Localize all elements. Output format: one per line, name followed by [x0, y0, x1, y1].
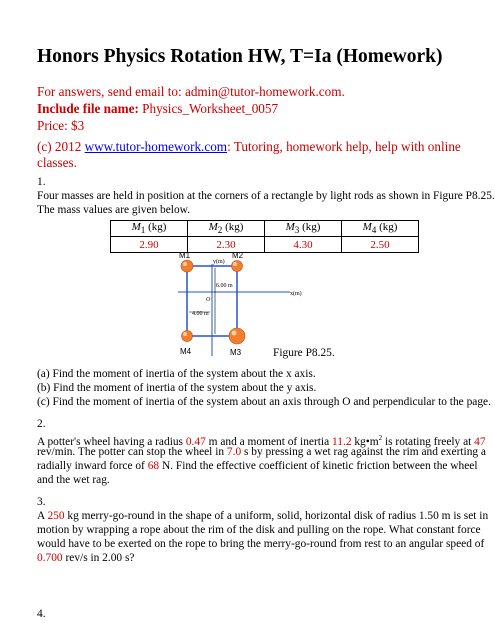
mass-table-value-row — [111, 237, 419, 253]
y-axis-label: y(m) — [213, 259, 225, 265]
q1-text-line1: Four masses are held in position at the corners of a rectangle by light rods as shown in Figure P8.25. — [37, 190, 495, 202]
mass-m3 — [229, 328, 245, 344]
header-m1: $M_1$ (kg) — [111, 221, 188, 237]
mass-m4 — [182, 331, 193, 342]
value-m2: 2.30 — [188, 237, 265, 253]
dim-horizontal-label: 4.00 m — [192, 311, 209, 317]
mass-table — [110, 220, 419, 253]
q3-line1: A 250 kg merry-go-round in the shape of a uniform, solid, horizontal disk of radius 1.50 m is set in — [37, 510, 489, 522]
q4-number: 4. — [37, 608, 46, 620]
value-m3: 4.30 — [265, 237, 342, 253]
header-m2: $M_2$ (kg) — [188, 221, 265, 237]
label-m2: M2 — [232, 251, 244, 260]
x-axis-label: x(m) — [290, 291, 302, 297]
copyright-text-2: classes. — [37, 155, 77, 170]
q2-line1: A potter's wheel having a radius 0.47 m and a moment of inertia 11.2 $kg•m^2$ is rotating freely at 47 — [37, 434, 486, 448]
mass-table-header-row — [111, 221, 419, 237]
figure-caption: Figure P8.25. — [273, 347, 335, 359]
q3-line4: 0.700 rev/s in 2.00 s? — [37, 552, 135, 564]
value-m1: 2.90 — [111, 237, 188, 253]
copyright-text: : Tutoring, homework help, help with online — [227, 139, 461, 154]
q2-time-value: 7.0 — [226, 446, 242, 458]
q2-rpm-value: 47 — [474, 435, 486, 448]
q1-part-b: (b) Find the moment of inertia of the system about the y axis. — [37, 382, 317, 394]
q3-number: 3. — [37, 496, 46, 508]
value-m4: 2.50 — [342, 237, 419, 253]
copyright-line — [37, 139, 461, 155]
include-line — [37, 101, 278, 117]
figure-p825 — [170, 251, 310, 360]
q2-line2: rev/min. The potter can stop the wheel in 7.0 s by pressing a wet rag against the rim and exerting a — [37, 446, 486, 458]
q3-speed-value: 0.700 — [37, 552, 63, 564]
dim-vertical-label: 6.00 m — [216, 283, 233, 289]
mass-m3-highlight — [232, 331, 237, 336]
copyright-year: (c) 2012 — [37, 139, 82, 154]
q3-line2: motion by wrapping a rope about the rim of the disk and pulling on the rope. What constant force — [37, 524, 481, 536]
label-m3: M3 — [230, 348, 242, 357]
mass-m4-highlight — [183, 332, 187, 336]
q3-line3: would have to be exerted on the rope to bring the merry-go-round from rest to an angular speed of — [37, 538, 485, 550]
mass-m2 — [232, 261, 243, 272]
header-m4: $M_4$ (kg) — [342, 221, 419, 237]
q1-number: 1. — [37, 176, 46, 188]
page-title: Honors Physics Rotation HW, T=Ia (Homework) — [37, 46, 443, 67]
label-m4: M4 — [180, 347, 192, 356]
q1-part-a: (a) Find the moment of inertia of the system about the x axis. — [37, 368, 316, 380]
include-label: Include file name: — [37, 101, 139, 116]
origin-label: O — [206, 297, 211, 303]
contact-prefix: For answers, send email to: — [37, 84, 182, 99]
price-text: Price: $3 — [37, 118, 85, 133]
include-filename: Physics_Worksheet_0057 — [142, 101, 279, 116]
contact-email[interactable]: admin@tutor-homework.com. — [184, 84, 345, 99]
q2-line3: radially inward force of 68 N. Find the effective coefficient of kinetic friction between the wheel — [37, 460, 478, 472]
header-m3: $M_3$ (kg) — [265, 221, 342, 237]
q3-mass-value: 250 — [47, 510, 65, 522]
contact-line — [37, 84, 345, 100]
site-link[interactable]: www.tutor-homework.com — [84, 139, 228, 154]
q2-line4: and the wet rag. — [37, 474, 110, 486]
q2-inertia-value: 11.2 — [332, 435, 352, 448]
q2-number: 2. — [37, 418, 46, 430]
label-m1: M1 — [179, 251, 191, 260]
mass-m2-highlight — [233, 262, 237, 266]
q2-force-value: 68 — [147, 460, 160, 472]
q1-text-line2: The mass values are given below. — [37, 204, 190, 216]
q2-radius-value: 0.47 — [185, 435, 206, 448]
q1-part-c: (c) Find the moment of inertia of the system about an axis through O and perpendicular to the page. — [37, 396, 491, 408]
mass-m1-highlight — [183, 262, 187, 266]
mass-m1 — [181, 260, 193, 272]
